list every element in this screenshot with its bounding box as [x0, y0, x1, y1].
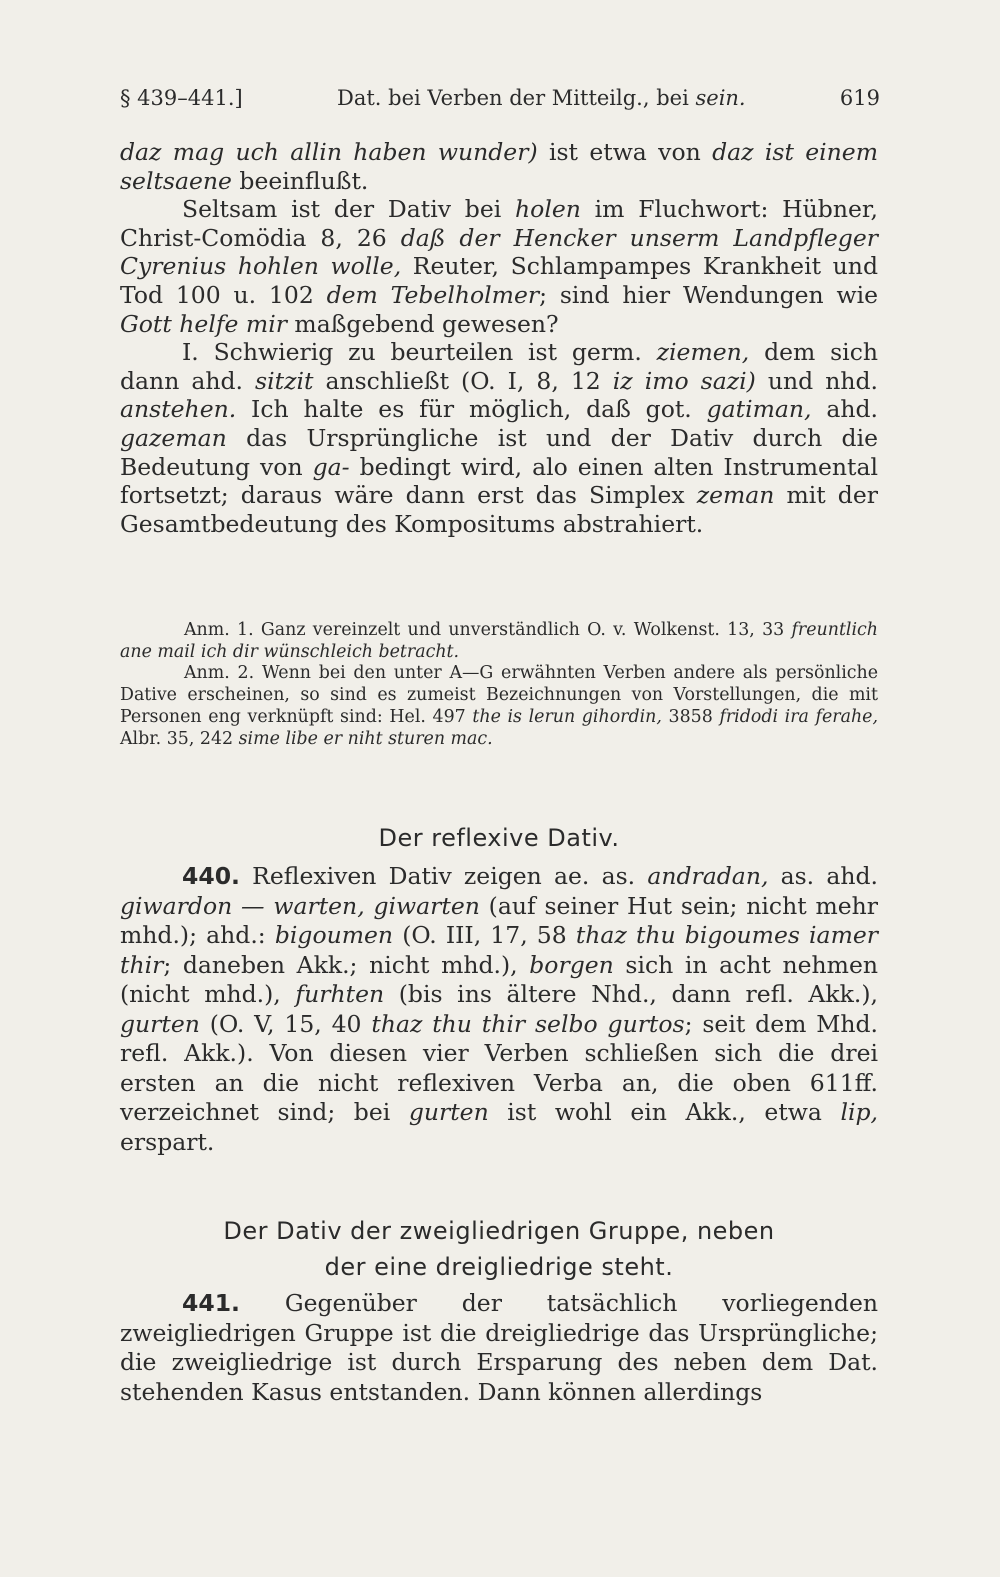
text: (O. III, 17, 58: [393, 921, 576, 949]
quote: giwardon — warten, giwarten: [120, 891, 480, 920]
text: sich in acht nehmen (nicht mhd.),: [120, 950, 878, 1008]
text: (auf seiner Hut sein; nicht mehr mhd.); ahd.:: [120, 891, 879, 949]
text: Reflexiven Dativ zeigen ae. as.: [239, 862, 648, 890]
quote: sitzit: [255, 366, 314, 395]
text: ; sind hier Wendungen wie: [539, 280, 879, 309]
quote: gatiman,: [706, 395, 812, 424]
quote: holen: [515, 195, 581, 224]
text: Anm. 2. Wenn bei den unter A—G erwähnten Verben andere als persönliche Dative erscheinen, so sind es zumeist Bezeichnungen von Vorstellungen, die mit Personen eng verknüpft sind: Hel. 497: [120, 663, 878, 727]
quote: Gott helfe mir: [120, 309, 287, 338]
page-number: 619: [839, 86, 880, 110]
quote: anstehen.: [120, 395, 237, 424]
text: ; seit dem Mhd. refl. Akk.). Von diesen vier Verben schließen sich die drei ersten an die nicht reflexiven Verba an, die oben 611ff. verzeichnet sind; bei: [120, 1009, 878, 1126]
running-title-italic: sein.: [695, 86, 746, 110]
text: mit der Gesamtbedeutung des Kompositums abstrahiert.: [120, 481, 878, 538]
text: (bis ins ältere Nhd., dann refl. Akk.),: [384, 980, 878, 1008]
text: Albr. 35, 242: [120, 728, 239, 749]
heading-line-1: Der Dativ der zweigliedrigen Gruppe, neben: [223, 1217, 775, 1245]
quote: furhten: [295, 980, 385, 1008]
quote: daz ist einem seltsaene: [120, 138, 878, 195]
text: I. Schwierig zu beurteilen ist germ.: [182, 338, 657, 367]
quote: fridodi ira ferahe,: [719, 706, 878, 727]
section-number: 440.: [182, 862, 240, 890]
text: Seltsam ist der Dativ bei: [182, 195, 516, 224]
annotation-2: [120, 663, 878, 750]
annotation-1: [120, 620, 878, 663]
text: erspart.: [120, 1127, 215, 1156]
section-number: 441.: [182, 1289, 240, 1317]
running-title-text: Dat. bei Verben der Mitteilg., bei: [337, 86, 696, 110]
text: im Fluchwort: Hübner, Christ-Comödia 8, 26: [120, 195, 878, 252]
text: (O. V, 15, 40: [199, 1009, 372, 1038]
quote: freuntlich ane mail ich dir wünschleich betracht.: [120, 620, 878, 662]
section-heading-reflexive: Der reflexive Dativ.: [378, 824, 620, 852]
heading-line-2: der eine dreigliedrige steht.: [324, 1253, 674, 1281]
text: das Ursprüngliche ist und der Dativ durch die Bedeutung von: [120, 423, 878, 481]
quote: the is lerun gihordin,: [472, 706, 662, 727]
section-heading-zweigliedrig: [120, 1213, 878, 1285]
text: as. ahd.: [768, 862, 879, 890]
section-440: [120, 862, 878, 1157]
paragraph-ziemen: [120, 338, 878, 538]
quote: gurten: [120, 1009, 200, 1038]
quote: thaz thu thir selbo gurtos: [371, 1009, 685, 1038]
text: Gegenüber der tatsächlich vorliegenden zweigliedrigen Gruppe ist die dreigliedrige das Ursprüngliche; die zweigliedrige ist durch Ersparung des neben dem Dat. stehenden Kasus entstanden. Dann können allerdings: [120, 1289, 878, 1406]
text: dem sich dann ahd.: [120, 338, 878, 395]
quote: daß der Hencker unserm Landpfleger Cyrenius hohlen wolle,: [120, 223, 878, 281]
annotations: [120, 620, 878, 750]
quote: bigoumen: [274, 921, 394, 949]
section-441: [120, 1289, 878, 1407]
quote: ga-: [312, 452, 350, 481]
quote: andradan,: [647, 862, 769, 890]
text: ist wohl ein Akk., etwa: [488, 1098, 841, 1126]
text: 3858: [661, 706, 720, 727]
quote: zeman: [696, 481, 775, 510]
text: anschließt (O. I, 8, 12: [313, 366, 613, 395]
quote: daz mag uch allin haben wunder): [120, 138, 538, 166]
quote: gurten: [408, 1098, 489, 1126]
quote: iz imo sazi): [612, 366, 756, 395]
text: ahd.: [811, 395, 879, 424]
section-range: § 439–441.]: [120, 86, 243, 110]
quote: lip,: [840, 1098, 878, 1126]
paragraph-holen: [120, 195, 878, 338]
paragraph-continuation: [120, 138, 878, 195]
running-header: [120, 86, 880, 110]
text: Anm. 1. Ganz vereinzelt und unverständlich O. v. Wolkenst. 13, 33: [184, 620, 792, 640]
text: Reuter, Schlampampes Krankheit und Tod 100 u. 102: [120, 252, 878, 309]
main-text: [120, 138, 878, 538]
running-title: [337, 86, 746, 110]
text: beeinflußt.: [231, 166, 369, 195]
quote: thaz thu bigoumes iamer thir: [120, 921, 878, 979]
quote: dem Tebelholmer: [326, 280, 540, 309]
text: Ich halte es für möglich, daß got.: [236, 395, 707, 424]
quote: ziemen,: [656, 338, 750, 367]
text: ; daneben Akk.; nicht mhd.),: [163, 950, 530, 979]
text: maßgebend gewesen?: [286, 309, 559, 338]
quote: sime libe er niht sturen mac.: [238, 728, 493, 749]
paragraph-441: [120, 1289, 878, 1407]
paragraph-440: [120, 862, 878, 1157]
quote: gazeman: [120, 423, 227, 452]
quote: borgen: [529, 950, 614, 979]
text: bedingt wird, alo einen alten Instrumental fortsetzt; daraus wäre dann erst das Simplex: [120, 452, 878, 510]
text: und nhd.: [755, 366, 878, 395]
text: ist etwa von: [537, 138, 713, 166]
